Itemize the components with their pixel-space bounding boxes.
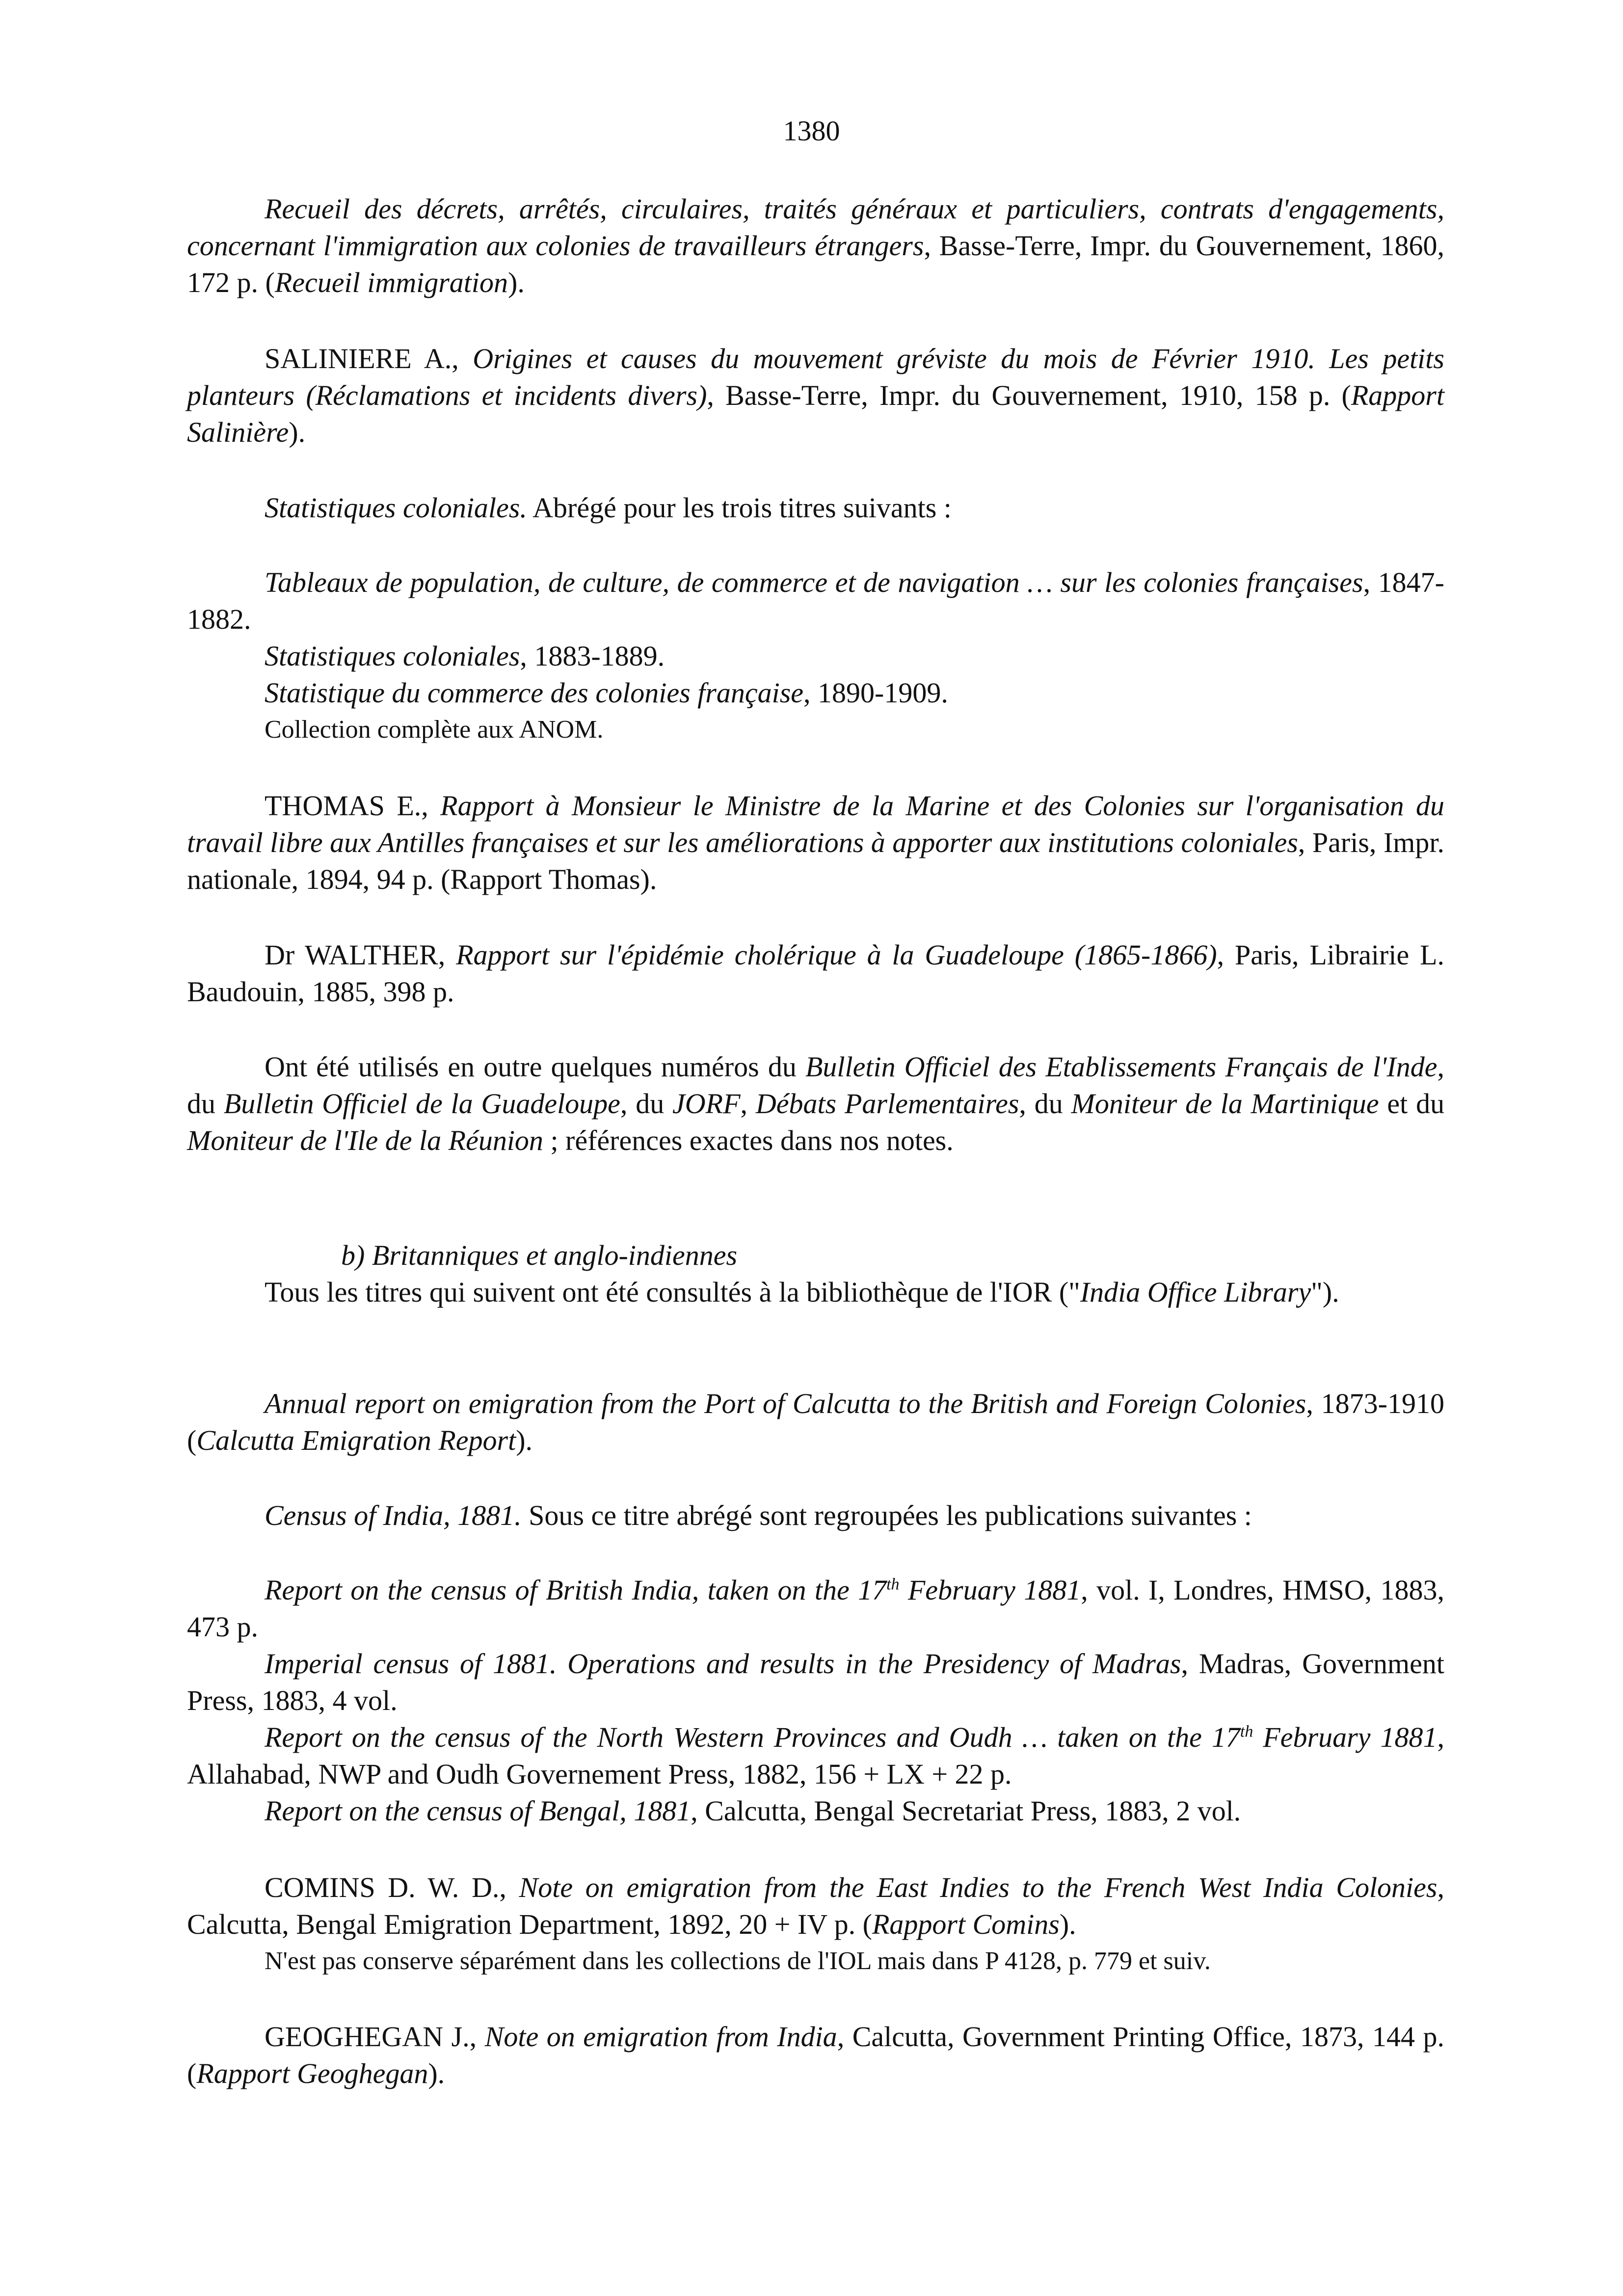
comins-note: N'est pas conserve séparément dans les collections de l'IOL mais dans P 4128, p. 779 et suiv.: [265, 1947, 1211, 1975]
entry-bulletins: Ont été utilisés en outre quelques numéros du Bulletin Officiel des Etablissements Français de l'Inde, du Bulletin Officiel de la Guadeloupe, du JORF, Débats Parlementaires, du Moniteur de la Martinique et du Moniteur de l'Ile de la Réunion ; références exactes dans nos notes.: [187, 1051, 1445, 1156]
entry-saliniere: SALINIERE A., Origines et causes du mouvement gréviste du mois de Février 1910. Les petits planteurs (Réclamations et incidents divers), Basse-Terre, Impr. du Gouvernement, 1910, 158 p. (Rapport Salinière).: [187, 343, 1444, 448]
entry-title: Recueil des décrets, arrêtés, circulaires, traités généraux et particuliers, contrats d'engagements, concernant l'immigration aux colonies de travailleurs étrangers: [187, 193, 1444, 262]
entry-census: Census of India, 1881. Sous ce titre abrégé sont regroupées les publications suivantes :: [265, 1499, 1252, 1531]
entry-calcutta: Annual report on emigration from the Port of Calcutta to the British and Foreign Colonies, 1873-1910 (Calcutta Emigration Report).: [187, 1388, 1444, 1456]
entry-title: Rapport à Monsieur le Ministre de la Marine et des Colonies sur l'organisation du travail libre aux Antilles françaises et sur les améliorations à apporter aux institutions coloniales: [187, 790, 1445, 858]
page-number: 1380: [783, 115, 840, 147]
entry-title: Annual report on emigration from the Port of Calcutta to the British and Foreign Colonies: [265, 1388, 1306, 1419]
entry-author: THOMAS E.,: [265, 790, 441, 822]
entry-author: GEOGHEGAN J.,: [265, 2021, 485, 2053]
entry-geoghegan: GEOGHEGAN J., Note on emigration from India, Calcutta, Government Printing Office, 1873, 144 p. (Rapport Geoghegan).: [187, 2021, 1444, 2089]
entry-author: Dr WALTHER,: [265, 939, 456, 971]
entry-title: Note on emigration from India: [484, 2021, 837, 2053]
entry-title: Origines et causes du mouvement gréviste du mois de Février 1910. Les petits planteurs (Réclamations et incidents divers): [187, 343, 1444, 411]
entry-census-reports: Report on the census of British India, taken on the 17th February 1881, vol. I, Londres, HMSO, 1883, 473 p. Imperial census of 1881. Operations and results in the Presidency of Madras, Madras, Government Press, 1883, 4 vol. Report on the census of the North Western Provinces and Oudh … taken on the 17th February 1881, Allahabad, NWP and Oudh Governement Press, 1882, 156 + LX + 22 p. Report on the census of Bengal, 1881, Calcutta, Bengal Secretariat Press, 1883, 2 vol.: [187, 1574, 1445, 1827]
entry-author: SALINIERE A.,: [265, 343, 473, 374]
entry-statistiques-items: Tableaux de population, de culture, de commerce et de navigation … sur les colonies françaises, 1847-1882. Statistiques coloniales, 1883-1889. Statistique du commerce des colonies française, 1890-1909. Collection complète aux ANOM.: [187, 564, 1444, 748]
collection-note: Collection complète aux ANOM.: [265, 716, 604, 744]
entry-recueil: Recueil des décrets, arrêtés, circulaires, traités généraux et particuliers, contrats d'engagements, concernant l'immigration aux colonies de travailleurs étrangers, Basse-Terre, Impr. du Gouvernement, 1860, 172 p. (Recueil immigration).: [187, 193, 1444, 298]
entry-comins: COMINS D. W. D., Note on emigration from the East Indies to the French West India Colonies, Calcutta, Bengal Emigration Department, 1892, 20 + IV p. (Rapport Comins). N'est pas conserve séparément dans les collections de l'IOL mais dans P 4128, p. 779 et suiv.: [187, 1869, 1444, 1979]
entry-thomas: THOMAS E., Rapport à Monsieur le Ministre de la Marine et des Colonies sur l'organisation du travail libre aux Antilles françaises et sur les améliorations à apporter aux institutions coloniales, Paris, Impr. nationale, 1894, 94 p. (Rapport Thomas).: [187, 790, 1445, 895]
entry-statistiques: Statistiques coloniales. Abrégé pour les trois titres suivants :: [265, 492, 952, 524]
entry-author: COMINS D. W. D.,: [265, 1871, 519, 1903]
entry-title: Statistiques coloniales.: [265, 492, 527, 524]
section-intro: Tous les titres qui suivent ont été consultés à la bibliothèque de l'IOR ("India Office Library").: [265, 1276, 1339, 1308]
entry-title: Note on emigration from the East Indies to the French West India Colonies: [519, 1871, 1437, 1903]
entry-title: Census of India, 1881.: [265, 1499, 522, 1531]
entry-title: Rapport sur l'épidémie cholérique à la Guadeloupe (1865-1866): [456, 939, 1217, 971]
entry-walther: Dr WALTHER, Rapport sur l'épidémie cholérique à la Guadeloupe (1865-1866), Paris, Librairie L. Baudouin, 1885, 398 p.: [187, 939, 1444, 1008]
section-heading: b) Britanniques et anglo-indiennes: [341, 1239, 738, 1271]
